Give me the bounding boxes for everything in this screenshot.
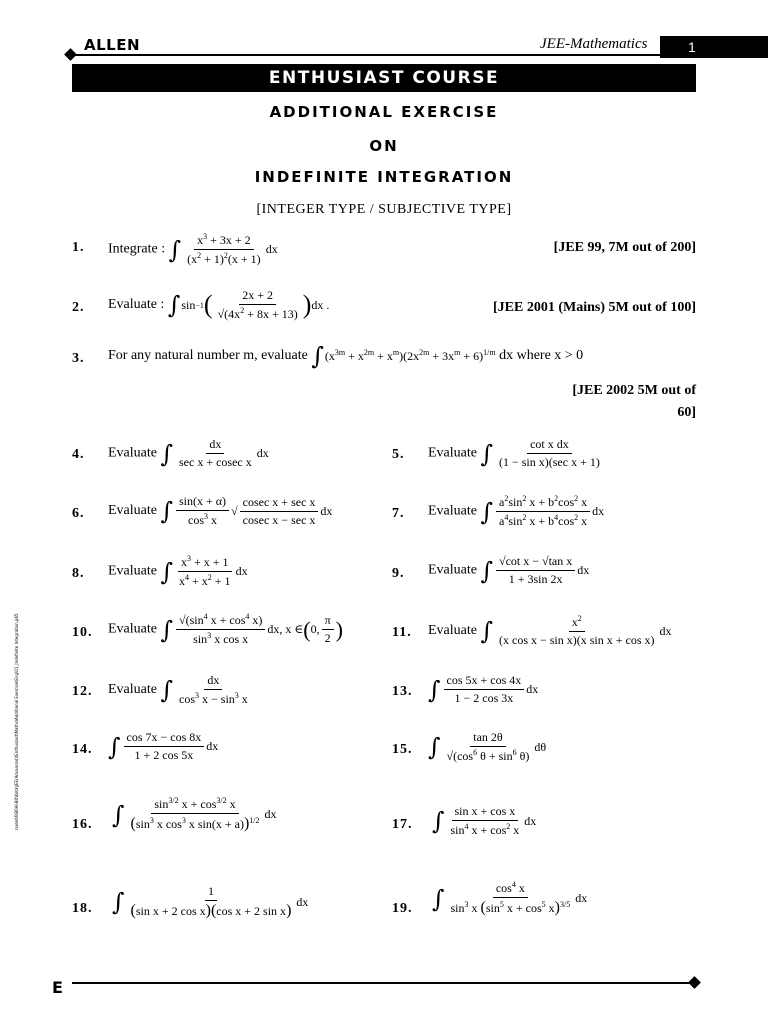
q14-integral: ∫ $\frac{\cos 7x - \cos 8x}{1 + 2 \cos 5x}$ dx — [108, 730, 219, 762]
q17-integral: ∫ $\frac{\text{sin x + cos x}}{\sin^4 x + \cos^2 x}$ dx — [432, 804, 537, 837]
q5-body — [428, 437, 605, 470]
q2-reference: [JEE 2001 (Mains) 5M out of 100] — [493, 300, 696, 315]
q4-integral: ∫ $\frac{dx}{\text{sec x + cosec x}}$ dx — [160, 437, 269, 469]
page-number: 1 — [688, 39, 696, 55]
heading-additional-exercise: ADDITIONAL EXERCISE — [269, 103, 499, 121]
q12-number: 12. — [72, 684, 93, 699]
q6-body — [108, 494, 332, 528]
q10-integral: ∫ $\frac{√(\sin^4 x + \cos^4 x)}{\sin^3 x \cos x}$ dx, x ∈ ( 0, $\frac{\pi}{2}$ ) — [160, 612, 343, 646]
q2-integral: ∫ sin −1 ( $\frac{2x + 2}{√(4x^2 + 8x + 13)}$ ) dx . — [167, 288, 330, 321]
q10-lead: Evaluate — [108, 621, 157, 637]
q1-number: 1. — [72, 240, 85, 255]
q15-integral: ∫ $\frac{\tan 2\theta}{√(\cos^6 \theta + \sin^6 \theta)}$ dθ — [428, 730, 547, 763]
q8-integral: ∫ $\frac{x^3 + x + 1}{x^4 + x^2 + 1}$ dx — [160, 554, 248, 588]
q2-number: 2. — [72, 300, 85, 315]
q17-number: 17. — [392, 817, 413, 832]
q11-number: 11. — [392, 625, 412, 640]
q8-body — [108, 554, 248, 589]
subject-title: JEE-Mathematics — [540, 36, 648, 52]
page-number-box — [660, 36, 768, 58]
question-type-line: [INTEGER TYPE / SUBJECTIVE TYPE] — [256, 202, 512, 217]
q3-number: 3. — [72, 351, 85, 366]
q17-body — [432, 804, 536, 838]
q16-integral: ∫ $\frac{\sin^{3/2} x + \cos^{3/2} x}{(\sin^3 x \cos^3 x \sin(x + a))^{1/2}}$ dx — [112, 796, 277, 832]
heading-topic: INDEFINITE INTEGRATION — [254, 168, 514, 186]
q16-body — [112, 796, 277, 833]
header-rule — [72, 54, 660, 56]
q7-lead: Evaluate — [428, 503, 477, 519]
q2-body — [108, 288, 329, 322]
q19-body — [432, 880, 587, 917]
q4-number: 4. — [72, 447, 85, 462]
brand-logo: ALLEN — [84, 36, 141, 54]
q7-number: 7. — [392, 506, 405, 521]
q18-integral: ∫ $\frac{1}{\text{(sin x + 2 cos x)(cos x + 2 sin x)}}$ dx — [112, 884, 309, 919]
q5-lead: Evaluate — [428, 445, 477, 461]
q7-integral: ∫ $\frac{a^2\sin^2 x + b^2\cos^2 x}{a^4\sin^2 x + b^4\cos^2 x}$ dx — [480, 494, 605, 528]
q5-integral: ∫ $\frac{\text{cot x dx}}{\text{(1 − sin x)(sec x + 1)}}$ — [480, 437, 600, 469]
q10-body — [108, 612, 343, 647]
q11-body — [428, 614, 672, 648]
q4-body — [108, 437, 269, 470]
q8-lead: Evaluate — [108, 563, 157, 579]
footer-rule — [72, 982, 690, 984]
q14-body — [108, 730, 218, 763]
q12-body — [108, 673, 253, 707]
edge-letter: E — [52, 978, 63, 997]
q19-integral: ∫ $\frac{\cos^4 x}{\sin^3 x (\sin^5 x + \cos^5 x)^{3/5}}$ dx — [432, 880, 588, 916]
q1-integral: ∫ $\frac{x^3 + 3x + 2}{(x^2 + 1)^2(x + 1)}$ dx — [168, 232, 278, 266]
q11-lead: Evaluate — [428, 623, 477, 639]
q4-lead: Evaluate — [108, 445, 157, 461]
q9-lead: Evaluate — [428, 562, 477, 578]
q6-number: 6. — [72, 506, 85, 521]
q19-number: 19. — [392, 901, 413, 916]
q18-body — [112, 884, 308, 920]
q12-lead: Evaluate — [108, 682, 157, 698]
file-path-side-text: node06\B0AI-B0\Kota\JEE(Advanced)\Enthusiast\Maths\Additional Exercise\Eng\01_Indefinite Integration.p65 — [14, 613, 19, 830]
q1-body — [108, 232, 278, 267]
q9-number: 9. — [392, 566, 405, 581]
q6-integral: ∫ $\frac{\sin(x + \alpha)}{\cos^3 x}$ √ $\frac{\text{cosec x + sec x}}{\text{cosec x − sec x}}$ dx — [160, 494, 333, 527]
q18-number: 18. — [72, 901, 93, 916]
q13-integral: ∫ $\frac{\cos 5x + \cos 4x}{1 - 2 \cos 3x}$ dx — [428, 673, 539, 705]
q15-body — [428, 730, 546, 764]
q7-body — [428, 494, 604, 529]
q9-body — [428, 554, 589, 587]
heading-on: ON — [369, 137, 399, 155]
q13-body — [428, 673, 538, 706]
q1-reference: [JEE 99, 7M out of 200] — [553, 240, 696, 255]
q15-number: 15. — [392, 742, 413, 757]
q12-integral: ∫ $\frac{dx}{\cos^3 x - \sin^3 x}$ — [160, 673, 248, 706]
q3-body — [108, 344, 583, 368]
q5-number: 5. — [392, 447, 405, 462]
q3-lead: For any natural number m, evaluate — [108, 348, 308, 364]
q16-number: 16. — [72, 817, 93, 832]
q3-tail: dx where x > 0 — [499, 348, 584, 364]
q14-number: 14. — [72, 742, 93, 757]
q6-lead: Evaluate — [108, 503, 157, 519]
q11-integral: ∫ $\frac{x^2}{\text{(x cos x − sin x)(x sin x + cos x)}}$ dx — [480, 614, 672, 647]
q3-reference-b: 60] — [677, 405, 696, 420]
diamond-icon — [64, 48, 77, 61]
q2-lead: Evaluate : — [108, 297, 165, 313]
diamond-icon — [688, 976, 701, 989]
q10-number: 10. — [72, 625, 93, 640]
course-banner: ENTHUSIAST COURSE — [72, 64, 696, 92]
q9-integral: ∫ $\frac{\text{√cot x − √tan x}}{1 + 3\sin 2x}$ dx — [480, 554, 590, 586]
q13-number: 13. — [392, 684, 413, 699]
q3-reference-a: [JEE 2002 5M out of — [572, 383, 696, 398]
q1-lead: Integrate : — [108, 241, 166, 257]
q8-number: 8. — [72, 566, 85, 581]
q3-integral: ∫ $(x^{3m} + x^{2m} + x^m)(2x^{2m} + 3x^m + 6)^{1/m}$ — [311, 342, 496, 370]
